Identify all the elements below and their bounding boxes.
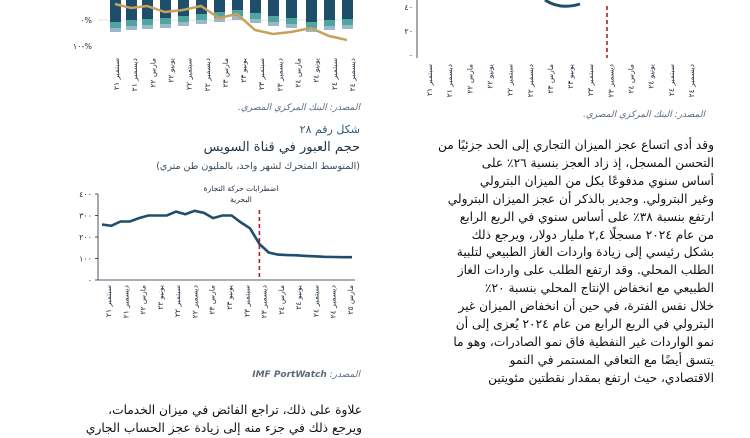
x-tick-label: يونيو ٢٢ xyxy=(485,64,495,89)
x-tick-label: يونيو ٢٤ xyxy=(311,58,321,83)
x-tick-label: ديسمبر ٢٢ xyxy=(202,58,212,92)
x-tick-label: سبتمبر ٢٤ xyxy=(329,58,339,90)
x-tick-label: سبتمبر ٢١ xyxy=(104,285,113,317)
top-left-source: المصدر: البنك المركزي المصري. xyxy=(237,103,360,113)
text-line: ويرجع ذلك في جزء منه إلى زيادة عجز الحساب الجاري xyxy=(85,420,362,435)
x-tick-label: سبتمبر ٢٤ xyxy=(666,64,676,96)
x-tick-label: ديسمبر ٢٢ xyxy=(190,285,200,319)
x-tick-label: مارس ٢٥ xyxy=(346,285,355,315)
x-tick-label: ديسمبر ٢٢ xyxy=(525,64,535,98)
y-tick: ٠% xyxy=(80,16,92,25)
text-line: ارتفع بنسبة ٣٨٪ على أساس سنوي في الربع الرابع xyxy=(459,209,714,224)
x-tick-label: مارس ٢٤ xyxy=(276,285,286,315)
bar-segment-teal xyxy=(196,14,207,20)
text-line: نمو الواردات غير النفطية فاق نمو الصادرات، وهو ما xyxy=(453,334,714,349)
text-line: البترولي في الربع الرابع من عام ٢٠٢٤ يُعزى إلى أن xyxy=(455,317,714,332)
x-tick-label: مارس ٢٤ xyxy=(293,58,303,88)
top-right-source: المصدر: البنك المركزي المصري. xyxy=(582,110,705,120)
text-line: وغير البترولي. وجدير بالذكر أن عجز الميزان البترولي xyxy=(447,191,714,206)
bar-segment-light xyxy=(160,24,171,28)
y-tick: ٠ xyxy=(87,276,92,285)
y-tick: ١٠-% xyxy=(72,42,92,51)
bar-segment-light xyxy=(342,25,353,29)
text-line: وقد أدى اتساع عجز الميزان التجاري إلى الحد جزئيًا من xyxy=(438,138,714,152)
text-line: بشكل رئيسي إلى زيادة واردات الغاز الطبيعي لتلبية xyxy=(456,245,714,260)
x-tick-label: يونيو ٢٤ xyxy=(294,285,304,310)
bar-segment-teal xyxy=(324,20,335,26)
bottom-left-paragraph xyxy=(62,402,362,438)
bar-segment-teal xyxy=(178,16,189,22)
bar-segment-dark xyxy=(286,0,297,18)
x-tick-label: سبتمبر ٢٣ xyxy=(257,58,267,90)
text-line: الطلب المحلي. وقد ارتفع الطلب على واردات الغاز xyxy=(457,263,714,278)
figure-source xyxy=(200,370,360,380)
x-tick-label: ديسمبر ٢١ xyxy=(445,64,455,98)
bar-segment-dark xyxy=(324,0,335,20)
figure-title: حجم العبور في قناة السويس xyxy=(203,140,360,155)
text-line: يتسق أيضًا مع التعافي المستمر في النمو xyxy=(509,352,714,367)
text-line: أساس سنوي مدفوعًا بكل من الميزان البترولي xyxy=(479,173,714,188)
bar-segment-light xyxy=(110,28,121,32)
top-right-chart-svg xyxy=(395,0,705,110)
text-line: الطبيعي مع انخفاض الإنتاج المحلي بنسبة ٢٠٪ xyxy=(485,281,714,296)
text-line: التحسن المسجل، إذ زاد العجز بنسبة ٢٦٪ على xyxy=(481,155,714,170)
x-tick-label: سبتمبر ٢١ xyxy=(112,58,121,90)
x-tick-label: يونيو ٢٢ xyxy=(155,285,165,310)
bar-segment-dark xyxy=(306,0,317,22)
bar-segment-light xyxy=(324,26,335,30)
bar-segment-dark xyxy=(232,0,243,10)
bar-segment-teal xyxy=(110,22,121,28)
bar-segment-dark xyxy=(250,0,261,13)
x-tick-label: سبتمبر ٢١ xyxy=(425,64,434,96)
bar-segment-light xyxy=(126,26,137,30)
top-right-chart xyxy=(395,0,705,110)
bar-segment-teal xyxy=(250,13,261,19)
x-tick-label: يونيو ٢٣ xyxy=(239,58,249,83)
figure-source-value: IMF PortWatch xyxy=(252,370,327,380)
x-tick-label: ديسمبر ٢١ xyxy=(121,285,131,319)
bar-segment-dark xyxy=(160,0,171,18)
bar-segment-dark xyxy=(142,0,153,19)
text-line: خلال نفس الفترة، في حين أن انخفاض الميزان غير xyxy=(458,299,714,314)
bar-segment-dark xyxy=(342,0,353,19)
bar-segment-dark xyxy=(214,0,225,12)
bar-segment-teal xyxy=(142,19,153,25)
x-tick-label: سبتمبر ٢٢ xyxy=(505,64,515,96)
text-line: من عام ٢٠٢٤ مسجلًا ٢,٤ مليار دولار، ويرجع ذلك xyxy=(471,227,714,242)
bar-segment-light xyxy=(250,19,261,23)
x-tick-label: مارس ٢٣ xyxy=(545,64,555,94)
suez-transit-chart-svg xyxy=(70,180,360,365)
x-tick-label: ديسمبر ٢٤ xyxy=(687,64,696,98)
x-tick-label: ديسمبر ٢٤ xyxy=(348,58,357,92)
bar-segment-teal xyxy=(268,16,279,22)
x-tick-label: مارس ٢٣ xyxy=(220,58,230,88)
y-tick: ٤٠٠ xyxy=(79,190,92,199)
x-tick-label: مارس ٢٢ xyxy=(148,58,158,88)
bar-segment-teal xyxy=(286,18,297,24)
figure-source-label: المصدر: xyxy=(326,370,360,380)
transit-volume-line xyxy=(102,211,352,257)
x-tick-label: ديسمبر ٢٤ xyxy=(328,285,338,319)
x-tick-label: سبتمبر ٢٢ xyxy=(173,285,183,317)
x-tick-label: ديسمبر ٢٣ xyxy=(606,64,616,98)
x-tick-label: يونيو ٢٣ xyxy=(225,285,234,310)
x-tick-label: ديسمبر ٢٣ xyxy=(259,285,269,319)
figure-subtitle: (المتوسط المتحرك لشهر واحد، بالمليون طن متري) xyxy=(156,161,360,172)
x-tick-label: سبتمبر ٢٤ xyxy=(311,285,321,317)
bar-segment-teal xyxy=(126,20,137,26)
bar-segment-teal xyxy=(342,19,353,25)
y-tick: ٢٠٠ xyxy=(79,233,92,242)
x-tick-label: مارس ٢٢ xyxy=(138,285,148,315)
x-tick-label: ديسمبر ٢١ xyxy=(130,58,140,92)
series-line xyxy=(545,0,580,6)
x-tick-label: سبتمبر ٢٣ xyxy=(586,64,596,96)
bar-segment-light xyxy=(142,25,153,29)
x-tick-label: مارس ٢٢ xyxy=(465,64,475,94)
x-tick-label: سبتمبر ٢٢ xyxy=(184,58,194,90)
y-tick: ١٠٠ xyxy=(79,254,92,264)
top-left-chart xyxy=(70,0,360,100)
x-tick-label: مارس ٢٣ xyxy=(207,285,217,315)
y-tick: ٣٠٠ xyxy=(79,211,92,221)
text-line: الاقتصادي، حيث ارتفع بمقدار نقطتين مئويتين xyxy=(488,370,714,385)
x-tick-label: يونيو ٢٣ xyxy=(566,64,576,89)
suez-transit-chart xyxy=(70,180,360,365)
top-left-chart-svg xyxy=(70,0,360,100)
figure-number: شكل رقم ٢٨ xyxy=(299,123,360,136)
bar-segment-teal xyxy=(160,18,171,24)
y-tick: ٤٠ xyxy=(404,3,413,12)
annotation-line-2: البحرية xyxy=(230,195,252,204)
bar-segment-dark xyxy=(126,0,137,20)
text-line: علاوة على ذلك، تراجع الفائض في ميزان الخدمات، xyxy=(108,403,362,417)
bar-segment-light xyxy=(268,22,279,26)
x-tick-label: ديسمبر ٢٣ xyxy=(275,58,285,92)
bar-segment-dark xyxy=(268,0,279,16)
bar-segment-light xyxy=(286,24,297,28)
x-tick-label: يونيو ٢٢ xyxy=(166,58,176,83)
y-tick: ٠ xyxy=(408,51,413,60)
x-tick-label: يونيو ٢٤ xyxy=(646,64,656,89)
annotation-line-1: اضطرابات حركة التجارة xyxy=(203,184,279,193)
x-tick-label: سبتمبر ٢٣ xyxy=(242,285,252,317)
bar-segment-light xyxy=(178,22,189,26)
bar-segment-light xyxy=(196,20,207,24)
y-tick: ٢٠ xyxy=(404,27,413,36)
x-tick-label: مارس ٢٤ xyxy=(626,64,636,94)
body-paragraph xyxy=(392,137,714,388)
